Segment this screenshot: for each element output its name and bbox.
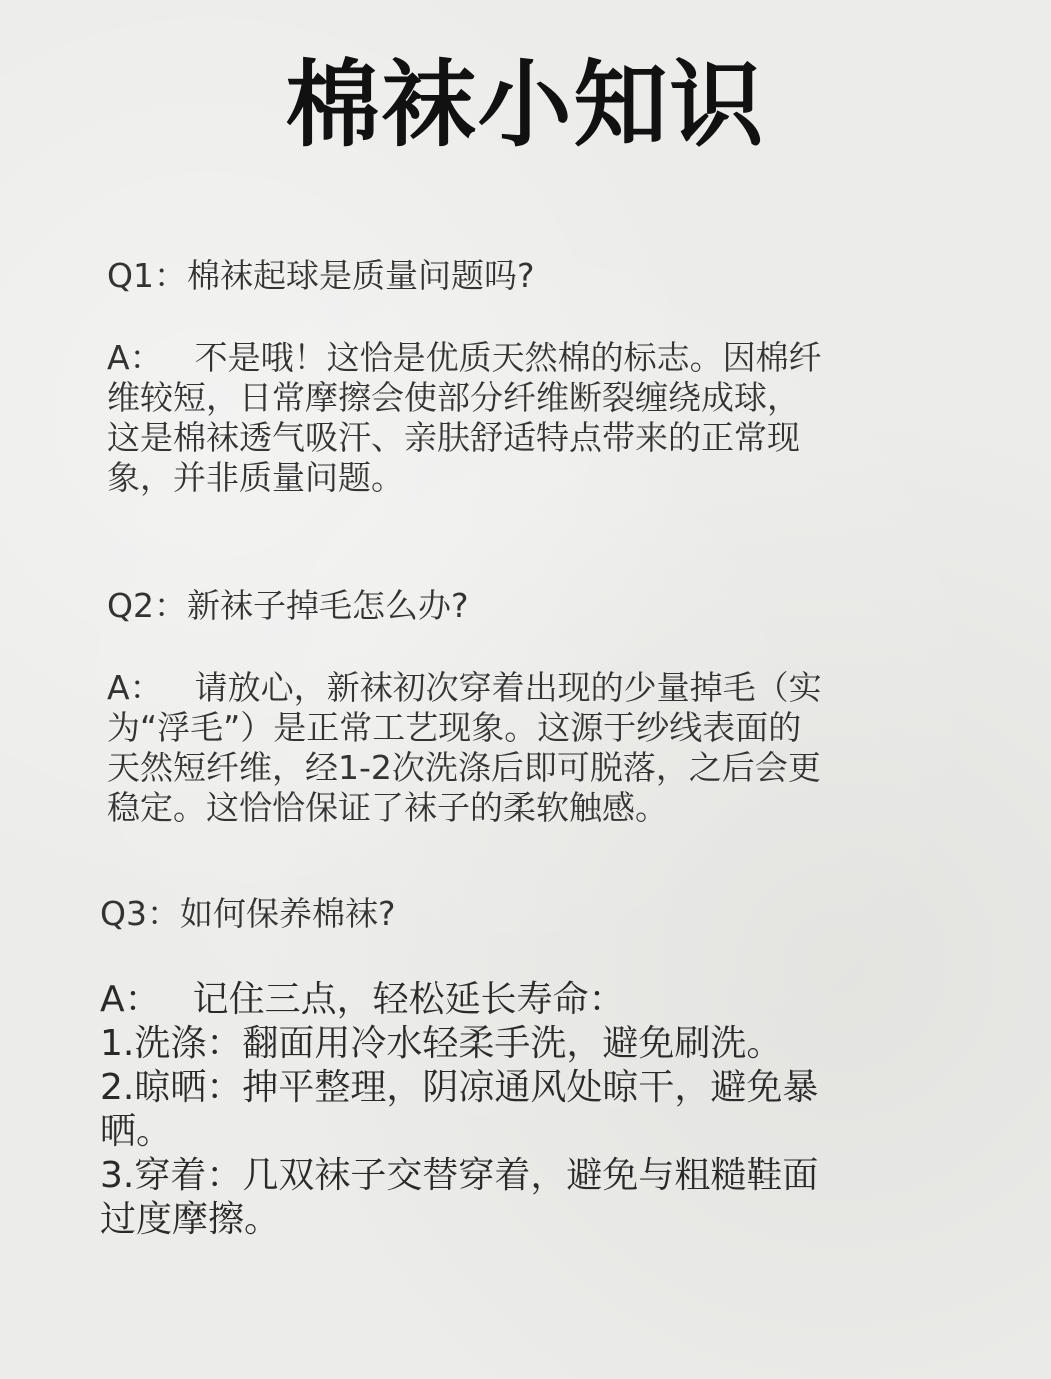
answer-3-line-1 <box>100 978 980 1022</box>
qa-block-2 <box>107 586 967 828</box>
answer-1-line-1 <box>107 338 967 378</box>
answer-2 <box>107 668 967 828</box>
answer-3-line-6: 过度摩擦。 <box>100 1198 281 1240</box>
qa-block-1 <box>107 256 967 498</box>
answer-3-line-5: 3.穿着：几双袜子交替穿着，避免与粗糙鞋面 <box>100 1154 819 1196</box>
question-2: Q2：新袜子掉毛怎么办? <box>107 586 469 625</box>
answer-2-prefix: A： <box>107 667 163 707</box>
answer-2-line-1 <box>107 668 967 708</box>
answer-3 <box>100 978 980 1242</box>
question-1: Q1：棉袜起球是质量问题吗? <box>107 256 535 295</box>
answer-3-text-1: 记住三点，轻松延长寿命： <box>192 978 625 1020</box>
page-title: 棉袜小知识 <box>285 51 766 160</box>
answer-3-line-3: 2.晾晒：抻平整理，阴凉通风处晾干，避免暴 <box>100 1066 819 1108</box>
answer-1-text-1: 不是哦！这恰是优质天然棉的标志。因棉纤 <box>194 337 822 377</box>
answer-1 <box>107 338 967 498</box>
answer-2-line-4: 稳定。这恰恰保证了袜子的柔软触感。 <box>107 787 668 827</box>
answer-2-line-2: 为“浮毛”）是正常工艺现象。这源于纱线表面的 <box>107 707 802 747</box>
answer-3-line-4: 晒。 <box>100 1110 173 1152</box>
answer-3-prefix: A： <box>100 978 161 1020</box>
answer-3-line-2: 1.洗涤：翻面用冷水轻柔手洗，避免刷洗。 <box>100 1022 783 1064</box>
qa-block-3 <box>100 894 980 1242</box>
answer-2-text-1: 请放心，新袜初次穿着出现的少量掉毛（实 <box>194 667 822 707</box>
answer-1-line-2: 维较短，日常摩擦会使部分纤维断裂缠绕成球， <box>107 377 800 417</box>
question-3: Q3：如何保养棉袜? <box>100 894 396 933</box>
answer-2-line-3: 天然短纤维，经1-2次洗涤后即可脱落，之后会更 <box>107 747 821 787</box>
answer-1-line-4: 象，并非质量问题。 <box>107 457 404 497</box>
answer-1-prefix: A： <box>107 337 163 377</box>
answer-1-line-3: 这是棉袜透气吸汗、亲肤舒适特点带来的正常现 <box>107 417 800 457</box>
